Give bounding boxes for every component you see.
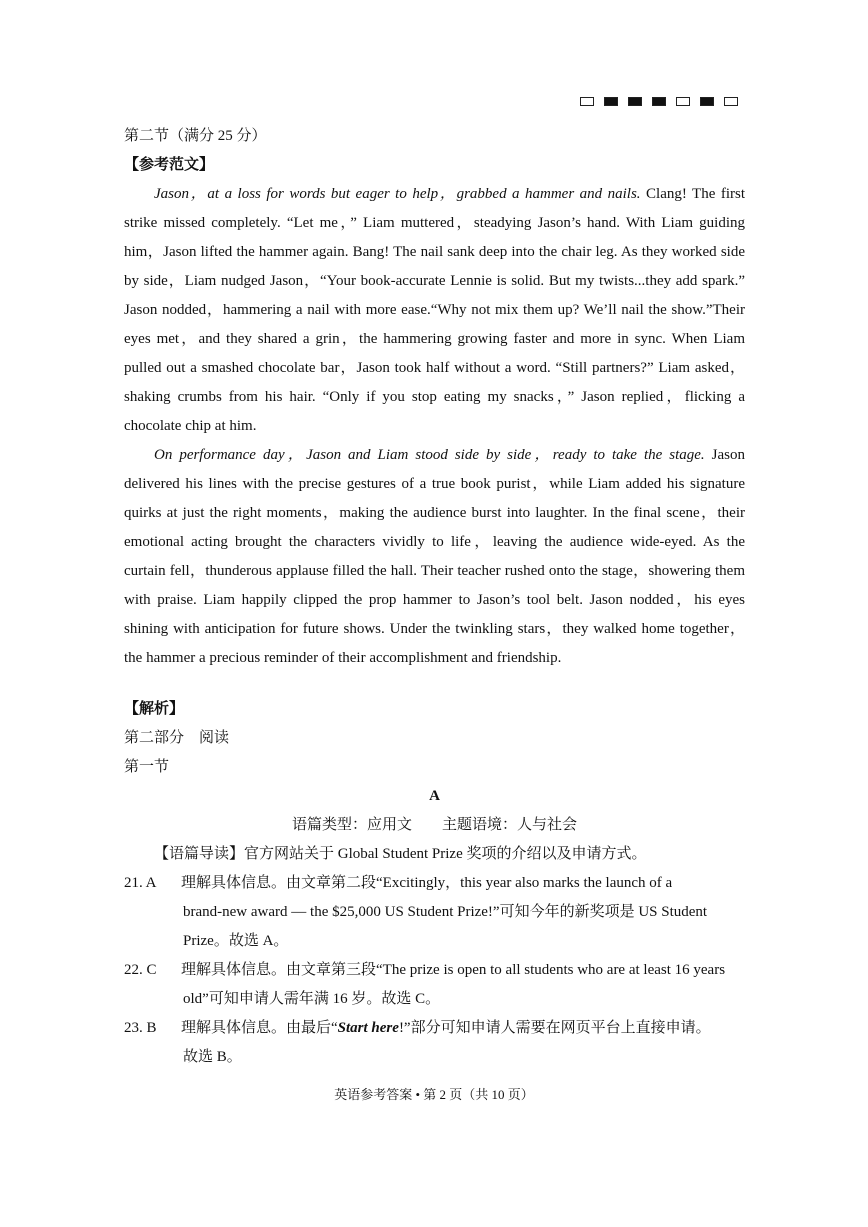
essay-line: quirks at just the right moments，making the audience burst into laughter. In the final scene，their (124, 505, 745, 521)
answer-23-line1a: 理解具体信息。由最后“ (181, 1020, 338, 1036)
essay-line: shaking crumbs from his hair. “Only if you stop eating my snacks，” Jason replied，flicking a (124, 389, 745, 405)
essay-p1-italic: Jason，at a loss for words but eager to help，grabbed a hammer and nails. (154, 186, 641, 202)
answer-22-number: 22. C (124, 962, 157, 978)
answer-23 (124, 1014, 745, 1043)
essay-paragraph-2-first-line (124, 441, 745, 470)
page-content (124, 122, 745, 1072)
essay-line: Jason nodded，hammering a nail with more ease.“Why not mix them up? We’ll nail the show.”Their (124, 302, 745, 318)
essay-line: delivered his lines with the precise gestures of a true book purist，while Liam added his signature (124, 476, 745, 492)
answer-23-start-here: Start here (337, 1020, 399, 1036)
header-mark (724, 97, 738, 106)
section-heading: 第一节 (124, 759, 170, 775)
essay-line: with praise. Liam happily clipped the prop hammer to Jason’s tool belt. Jason nodded，his eyes (124, 592, 745, 608)
header-marks (580, 97, 738, 106)
essay-line: chocolate chip at him. (124, 418, 257, 434)
essay-line: by side，Liam nudged Jason，“Your book-accurate Lennie is solid. But my twists...they add spark.” (124, 273, 745, 289)
passage-letter: A (429, 788, 440, 804)
section-title: 第二节（满分 25 分） (124, 128, 267, 144)
essay-line: strike missed completely. “Let me，” Liam muttered，steadying Jason’s hand. With Liam guiding (124, 215, 745, 231)
essay-p1-rest: Clang! The first (640, 186, 745, 202)
answer-21-line2: brand-new award — the $25,000 US Student Prize!”可知今年的新奖项是 US Student (183, 904, 708, 920)
essay-line: the hammer a precious reminder of their accomplishment and friendship. (124, 650, 562, 666)
essay-line: shining with anticipation for future shows. Under the twinkling stars，they walked home together， (124, 621, 745, 637)
answer-23-number: 23. B (124, 1020, 157, 1036)
answer-23-line2: 故选 B。 (183, 1049, 242, 1065)
essay-p2-italic: On performance day，Jason and Liam stood side by side，ready to take the stage. (154, 447, 705, 463)
essay-line: curtain fell，thunderous applause filled the hall. Their teacher rushed onto the stage，showering them (124, 563, 745, 579)
essay-line: eyes met，and they shared a grin，the hammering growing faster and more in sync. When Liam (124, 331, 745, 347)
page-footer: 英语参考答案 • 第 2 页（共 10 页） (334, 1087, 534, 1102)
passage-guide: 【语篇导读】官方网站关于 Global Student Prize 奖项的介绍以及申请方式。 (154, 846, 647, 862)
essay-p2-rest: Jason (704, 447, 745, 463)
reference-label: 【参考范文】 (124, 157, 215, 173)
answer-22-line1: 理解具体信息。由文章第三段“The prize is open to all students who are at least 16 years (181, 962, 726, 978)
header-mark (604, 97, 618, 106)
answer-21-number: 21. A (124, 875, 157, 891)
part-heading: 第二部分 阅读 (124, 730, 230, 746)
answer-21-line1: 理解具体信息。由文章第二段“Excitingly，this year also marks the launch of a (181, 875, 673, 891)
essay-paragraph-1-first-line (124, 180, 745, 209)
analysis-label: 【解析】 (124, 701, 185, 717)
header-mark (676, 97, 690, 106)
essay-line: him，Jason lifted the hammer again. Bang! The nail sank deep into the chair leg. As they worked side (124, 244, 745, 260)
answer-21 (124, 869, 745, 898)
answer-22-line2: old”可知申请人需年满 16 岁。故选 C。 (183, 991, 441, 1007)
header-mark (652, 97, 666, 106)
answer-23-line1c: !”部分可知申请人需要在网页平台上直接申请。 (398, 1020, 711, 1036)
header-mark (628, 97, 642, 106)
essay-line: pulled out a smashed chocolate bar，Jason took half without a word. “Still partners?” Liam asked， (124, 360, 745, 376)
essay-line: emotional acting brought the characters vividly to life，leaving the audience wide-eyed. As the (124, 534, 745, 550)
header-mark (580, 97, 594, 106)
passage-genre: 语篇类型：应用文 主题语境：人与社会 (291, 817, 577, 833)
answer-22 (124, 956, 745, 985)
header-mark (700, 97, 714, 106)
answer-21-line3: Prize。故选 A。 (183, 933, 289, 949)
